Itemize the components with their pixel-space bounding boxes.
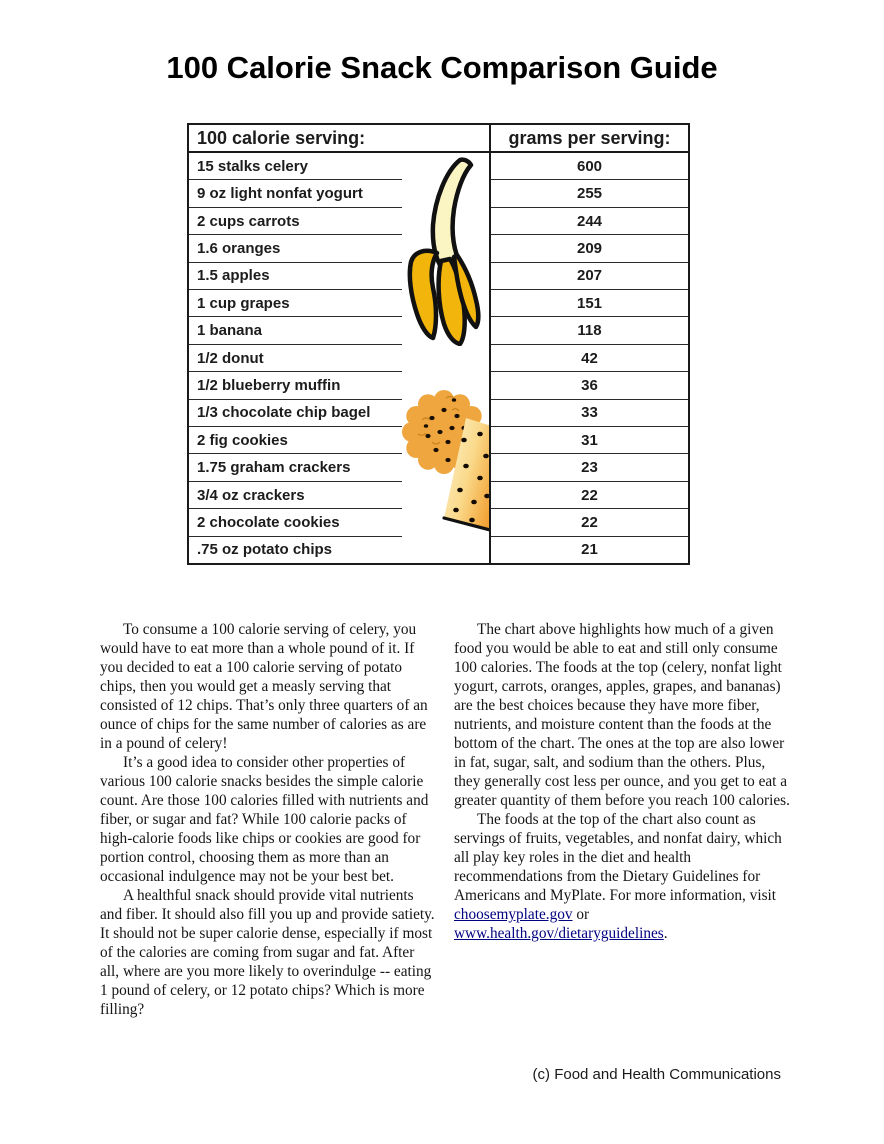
- table-row: [189, 537, 688, 563]
- grams-cell: 22: [581, 513, 598, 531]
- paragraph-right-2-or: or: [572, 906, 590, 923]
- table-row: [189, 345, 688, 372]
- paragraph-left-2: It’s a good idea to consider other properties of various 100 calorie snacks besides the simple calorie count. Are those 100 calories filled with nutrients and fiber, or sugar and fat? While 100 calorie packs of high-calorie foods like chips or cookies are good for portion control, choosing them as more than an occasional indulgence may not be your best bet.: [100, 754, 429, 885]
- food-cell: 1/2 blueberry muffin: [197, 376, 341, 394]
- cookie-icon: [402, 370, 489, 537]
- paragraph-right-1: The chart above highlights how much of a given food you would be able to eat and still only consume 100 calories. The foods at the top (celery, nonfat light yogurt, carrots, oranges, apples, grapes, and bananas) are the best choices because they have more fiber, nutrients, and moisture content than the foods at the bottom of the chart. The ones at the top are also lower in fat, sugar, salt, and sodium than the others. Plus, they generally cost less per ounce, and you get to eat a greater quantity of them before you reach 100 calories.: [454, 621, 790, 809]
- header-serving: 100 calorie serving:: [197, 127, 366, 148]
- grams-cell: 42: [581, 349, 598, 367]
- paragraph-left-1: To consume a 100 calorie serving of celery, you would have to eat more than a whole pound of it. If you decided to eat a 100 calorie serving of potato chips, then you would get a measly serving that consisted of 12 chips. That’s only three quarters of an ounce of chips for the same number of calories as are in a pound of celery!: [100, 621, 428, 752]
- grams-cell: 151: [576, 294, 603, 312]
- food-cell: 1 cup grapes: [197, 294, 290, 312]
- table-column-divider: [489, 125, 491, 563]
- grams-cell: 244: [576, 212, 603, 230]
- dietary-guidelines-link[interactable]: www.health.gov/dietaryguidelines: [454, 925, 664, 942]
- right-column: [454, 620, 790, 1019]
- food-cell: 2 fig cookies: [197, 431, 288, 449]
- grams-cell: 21: [581, 541, 598, 559]
- paragraph-right-2-text: The foods at the top of the chart also count as servings of fruits, vegetables, and nonfat dairy, which all play key roles in the diet and health recommendations from the Dietary Guidelines for Americans and MyPlate. For more information, visit: [454, 811, 782, 904]
- page-title: 100 Calorie Snack Comparison Guide: [166, 50, 718, 85]
- grams-cell: 33: [581, 404, 598, 422]
- food-cell: 3/4 oz crackers: [197, 486, 305, 504]
- grams-cell: 23: [581, 459, 598, 477]
- food-cell: 1.75 graham crackers: [197, 459, 351, 477]
- banana-icon: [402, 155, 489, 346]
- paragraph-right-2-period: .: [663, 925, 668, 942]
- body-text-columns: [100, 620, 790, 1019]
- grams-cell: 36: [581, 376, 598, 394]
- calorie-comparison-table: [187, 123, 690, 565]
- food-cell: 1/3 chocolate chip bagel: [197, 404, 371, 422]
- copyright-notice: (c) Food and Health Communications: [532, 1066, 781, 1083]
- table-header-row: [189, 125, 688, 153]
- food-cell: 1 banana: [197, 322, 263, 340]
- choosemyplate-link[interactable]: choosemyplate.gov: [454, 906, 573, 923]
- banana-image: [402, 155, 489, 346]
- food-cell: 9 oz light nonfat yogurt: [197, 185, 363, 203]
- food-cell: .75 oz potato chips: [197, 541, 333, 559]
- left-column: [100, 620, 436, 1019]
- food-cell: 1.5 apples: [197, 267, 270, 285]
- grams-cell: 31: [581, 431, 598, 449]
- header-grams: grams per serving:: [508, 127, 671, 148]
- grams-cell: 600: [576, 157, 603, 175]
- grams-cell: 209: [576, 239, 603, 257]
- grams-cell: 207: [576, 267, 603, 285]
- cookie-cracker-image: [402, 370, 489, 537]
- paragraph-right-2: [454, 810, 790, 943]
- food-cell: 1.6 oranges: [197, 239, 281, 257]
- grams-cell: 255: [576, 185, 603, 203]
- food-cell: 2 chocolate cookies: [197, 513, 340, 531]
- food-cell: 2 cups carrots: [197, 212, 300, 230]
- grams-cell: 118: [577, 322, 602, 340]
- grams-cell: 22: [581, 486, 598, 504]
- food-cell: 15 stalks celery: [197, 157, 308, 175]
- paragraph-left-3: A healthful snack should provide vital nutrients and fiber. It should also fill you up and provide satiety. It should not be super calorie dense, especially if most of the calories are coming from sugar and fat. After all, where are you more likely to overindulge -- eating 1 pound of celery, or 12 potato chips? Which is more filling?: [100, 887, 435, 1018]
- food-cell: 1/2 donut: [197, 349, 264, 367]
